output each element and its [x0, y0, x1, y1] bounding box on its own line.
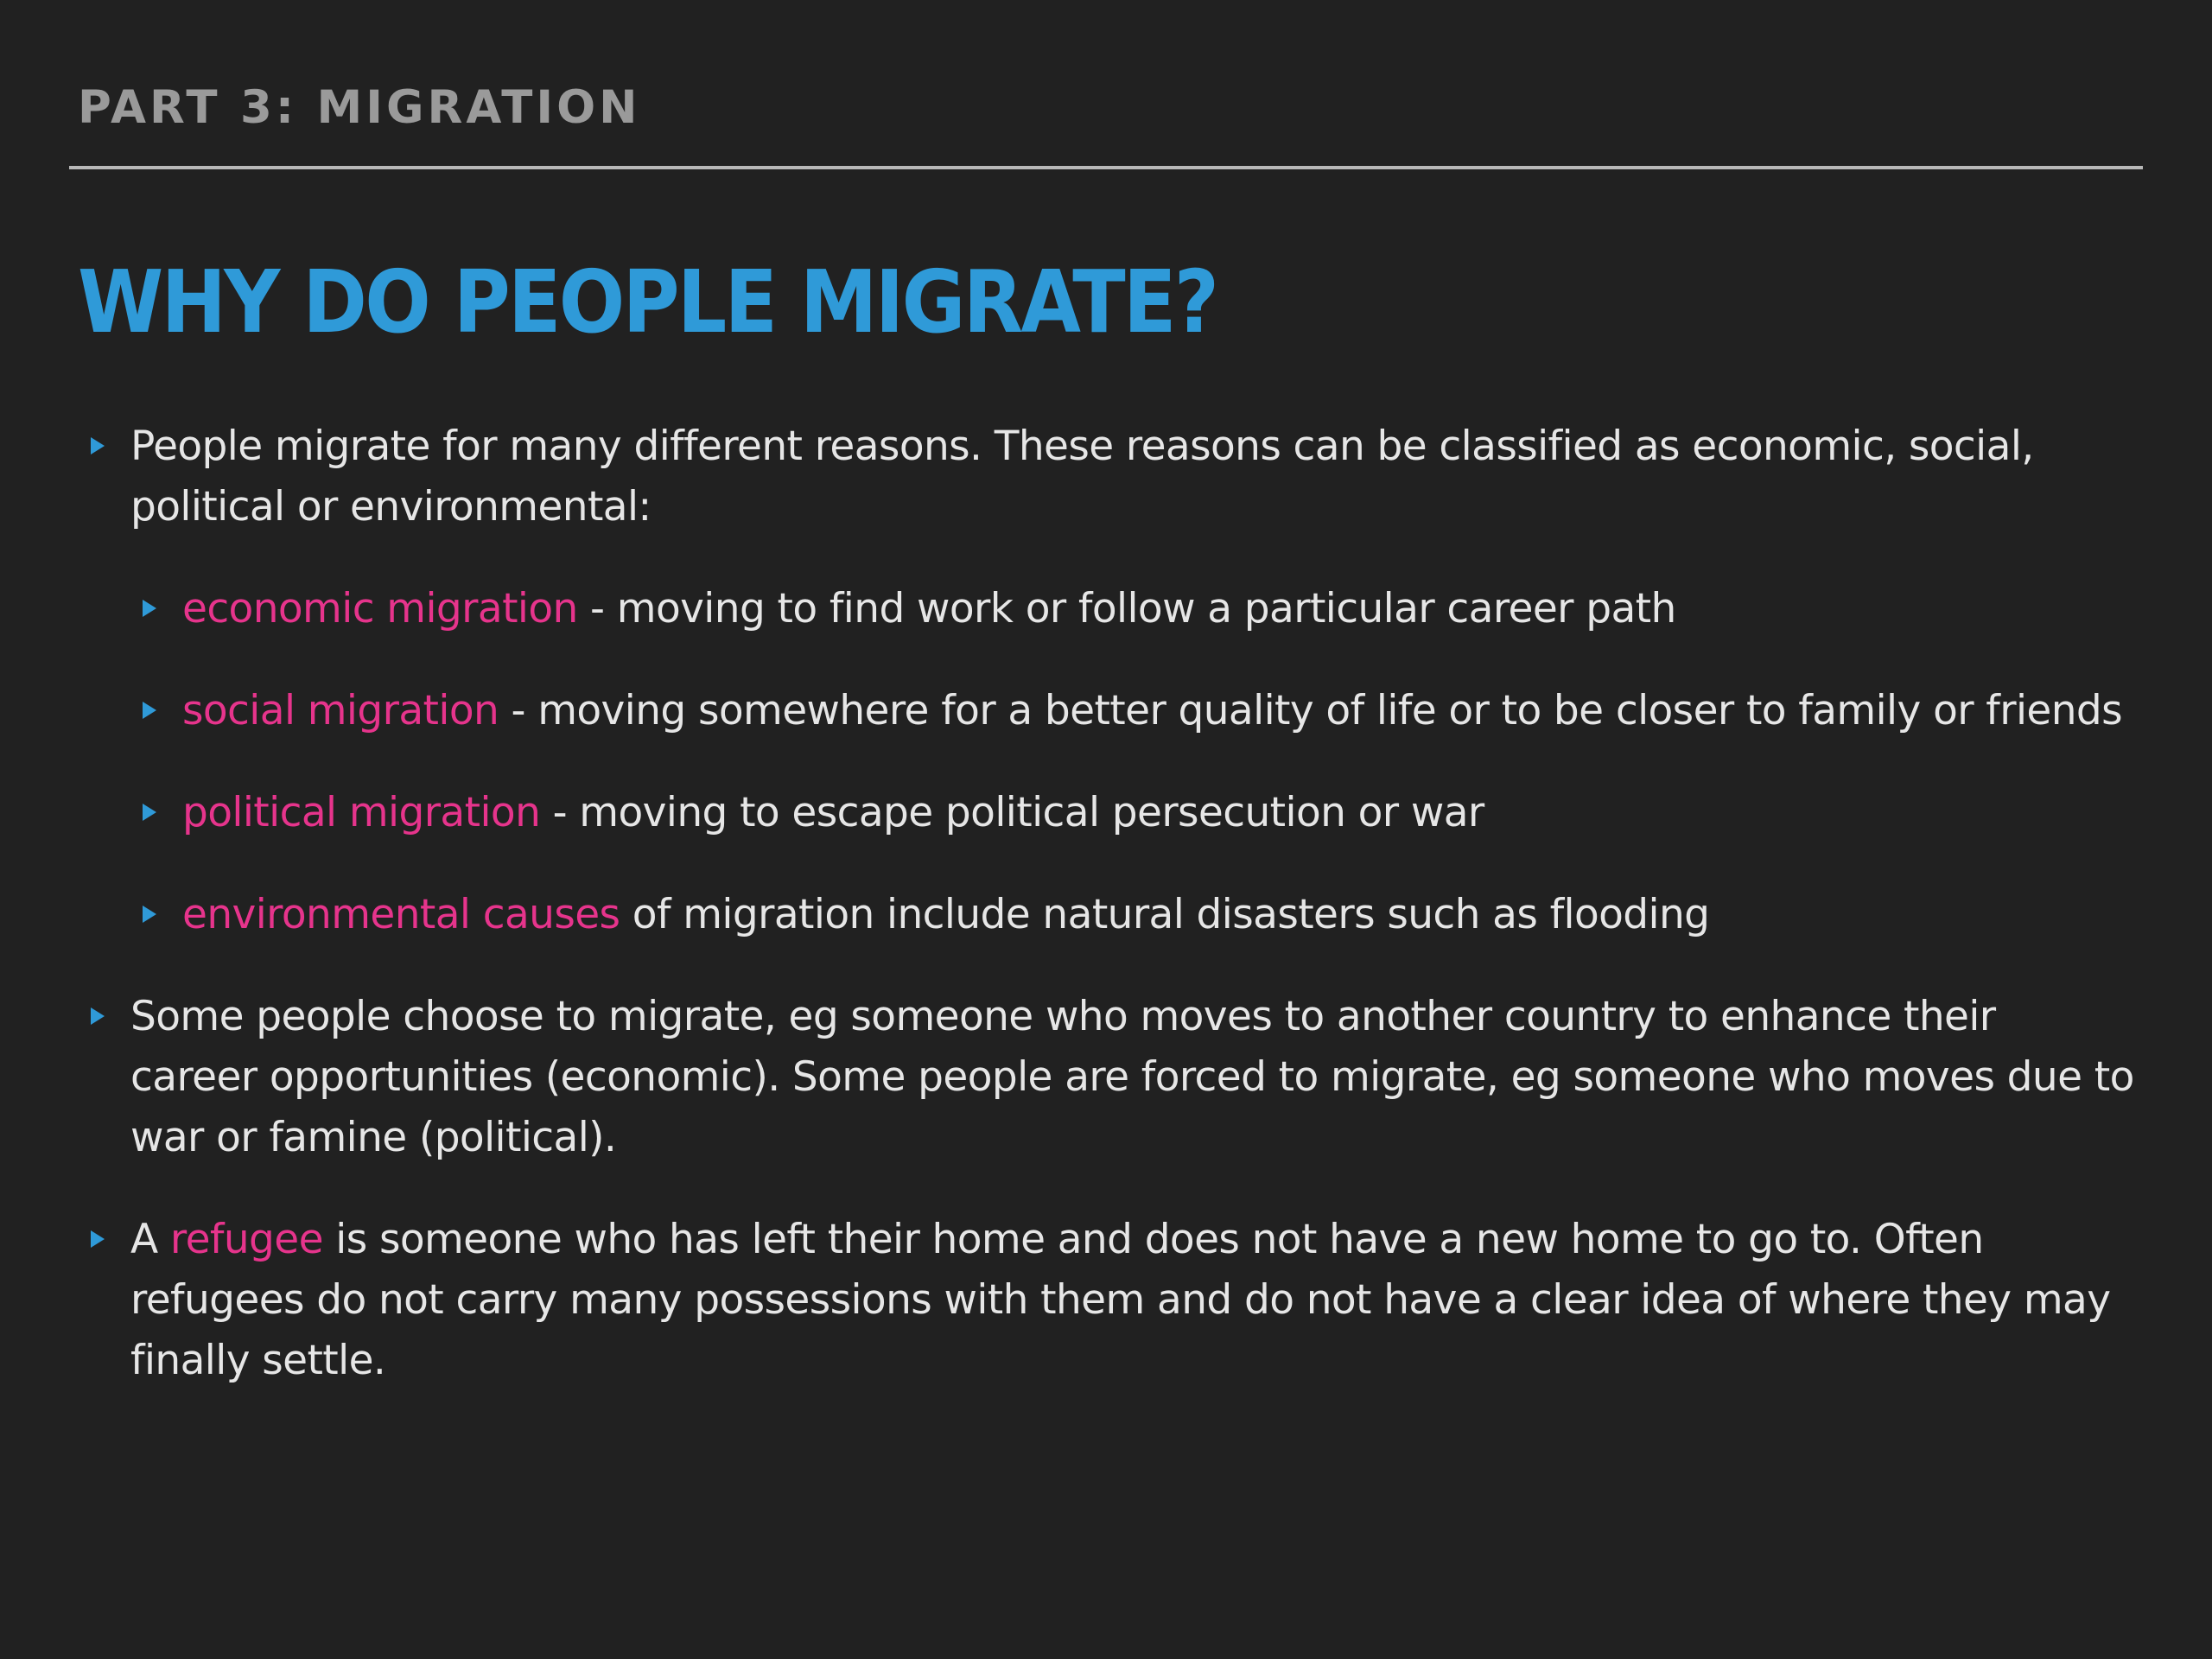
triangle-right-icon [91, 437, 105, 454]
highlighted-term: social migration [182, 687, 499, 734]
highlighted-term: refugee [169, 1216, 323, 1263]
bullet-text: People migrate for many different reasons. These reasons can be classified as economic, social, political or environmental: [130, 423, 2034, 531]
list-item [78, 987, 2134, 1168]
triangle-right-icon [143, 906, 156, 923]
highlighted-term: political migration [182, 789, 541, 836]
bullet-text: Some people choose to migrate, eg someone who moves to another country to enhance their career opportunities (economic). Some people are forced to migrate, eg someone who moves due to war or famine (political). [130, 993, 2134, 1161]
highlighted-term: environmental causes [182, 891, 620, 938]
bullet-prefix: A [130, 1216, 170, 1263]
highlighted-term: economic migration [182, 585, 578, 632]
list-item [130, 885, 2134, 945]
list-item [78, 416, 2134, 537]
triangle-right-icon [91, 1007, 105, 1025]
bullet-text: is someone who has left their home and does not have a new home to go to. Often refugees do not carry many possessions with them and do not have a clear idea of where they may finally settle. [130, 1216, 2111, 1384]
list-item [130, 579, 2134, 639]
slide-title: WHY DO PEOPLE MIGRATE? [78, 251, 1217, 353]
bullet-text: - moving to find work or follow a particular career path [577, 585, 1676, 632]
bullet-text: - moving to escape political persecution or war [540, 789, 1484, 836]
triangle-right-icon [91, 1230, 105, 1248]
bullet-text: of migration include natural disasters such as flooding [620, 891, 1710, 938]
header-divider [69, 166, 2143, 169]
section-header: PART 3: MIGRATION [78, 81, 641, 134]
list-item [130, 681, 2134, 741]
bullet-text: - moving somewhere for a better quality of life or to be closer to family or friends [499, 687, 2123, 734]
list-item [78, 1210, 2134, 1391]
triangle-right-icon [143, 702, 156, 719]
list-item [130, 783, 2134, 843]
triangle-right-icon [143, 804, 156, 821]
bullet-list [78, 416, 2134, 1433]
triangle-right-icon [143, 600, 156, 617]
